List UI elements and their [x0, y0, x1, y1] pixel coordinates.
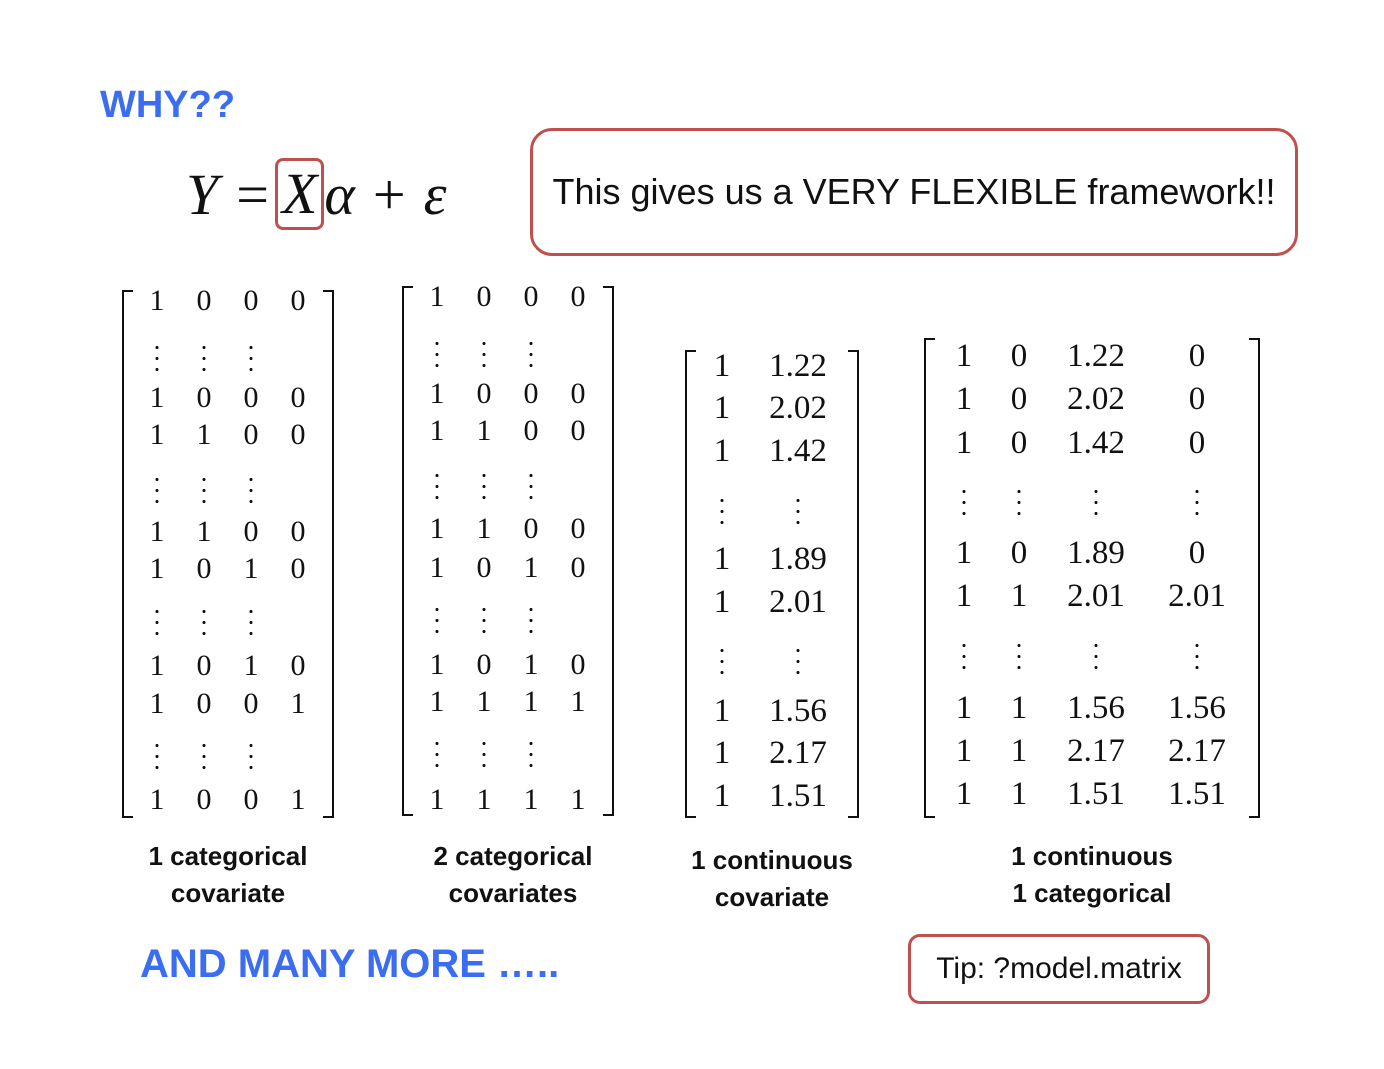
matrix-cell: 0 — [290, 284, 306, 317]
matrix-cell: 1 — [1010, 776, 1028, 812]
model-matrix-tip: Tip: ?model.matrix — [908, 934, 1210, 1004]
ellipsis-dots — [156, 474, 159, 507]
caption-line: 1 continuous — [691, 845, 853, 875]
matrix-cell: 0 — [290, 515, 306, 548]
matrix-cell: 1.89 — [769, 541, 827, 577]
ellipsis-dots — [530, 604, 533, 637]
matrix-cell: 1 — [429, 280, 445, 313]
matrix-cell: 2.01 — [769, 584, 827, 620]
ellipsis-dots — [530, 738, 533, 771]
ellipsis-dots — [1018, 640, 1021, 673]
matrix-cell: 0 — [196, 552, 212, 585]
ellipsis-dots — [156, 740, 159, 773]
matrix-cell: 1 — [149, 687, 165, 720]
matrix-cell: 0 — [1010, 381, 1028, 417]
matrix-cell: 2.02 — [769, 390, 827, 426]
design-matrix-3 — [685, 350, 859, 818]
caption-line: covariate — [170, 878, 286, 908]
ellipsis-dots — [1095, 640, 1098, 673]
matrix-cell: 1 — [523, 783, 539, 816]
matrix-cell: 1 — [570, 783, 586, 816]
matrix-caption-2 — [400, 838, 626, 912]
matrix-cell: 1.89 — [1067, 535, 1125, 571]
ellipsis-dots — [797, 495, 800, 528]
ellipsis-dots — [963, 486, 966, 519]
equation-equals: = — [236, 161, 269, 227]
matrix-cell: 1 — [713, 693, 731, 729]
equation-epsilon: ε — [423, 161, 447, 227]
matrix-cell: 0 — [196, 284, 212, 317]
ellipsis-dots — [250, 342, 253, 375]
matrix-cell: 1 — [1010, 690, 1028, 726]
equation-y: Y — [186, 161, 219, 227]
matrix-cell: 1 — [523, 648, 539, 681]
equation-alpha: α — [324, 161, 355, 227]
matrix-cell: 1 — [429, 377, 445, 410]
matrix-cell: 0 — [196, 687, 212, 720]
matrix-cell: 1 — [429, 512, 445, 545]
matrix-cell: 0 — [523, 377, 539, 410]
matrix-cell: 0 — [290, 649, 306, 682]
matrix-cell: 0 — [243, 687, 259, 720]
matrix-cell: 0 — [570, 414, 586, 447]
ellipsis-dots — [1196, 486, 1199, 519]
matrix-cell: 1 — [149, 515, 165, 548]
caption-line: 2 categorical — [433, 841, 593, 871]
matrix-cell: 1 — [149, 783, 165, 816]
equation-x-highlight — [275, 158, 324, 230]
equation-x: X — [281, 161, 318, 226]
many-more-text: AND MANY MORE ….. — [140, 942, 560, 986]
matrix-cell: 0 — [1010, 535, 1028, 571]
ellipsis-dots — [436, 338, 439, 371]
matrix-cell: 1 — [955, 690, 973, 726]
ellipsis-dots — [1196, 640, 1199, 673]
matrix-cell: 1 — [523, 685, 539, 718]
slide-title: WHY?? — [100, 84, 236, 126]
matrix-cell: 1 — [149, 418, 165, 451]
matrix-cell: 0 — [476, 648, 492, 681]
matrix-cell: 1.56 — [1168, 690, 1226, 726]
matrix-cell: 1 — [476, 512, 492, 545]
matrix-cell: 0 — [243, 515, 259, 548]
ellipsis-dots — [483, 604, 486, 637]
caption-line: covariates — [448, 878, 578, 908]
ellipsis-dots — [797, 645, 800, 678]
matrix-caption-1 — [118, 838, 338, 912]
matrix-cell: 0 — [290, 418, 306, 451]
ellipsis-dots — [203, 740, 206, 773]
matrix-cell: 1.51 — [1067, 776, 1125, 812]
matrix-cell: 1 — [955, 425, 973, 461]
matrix-cell: 1 — [713, 348, 731, 384]
matrix-cell: 1 — [713, 584, 731, 620]
matrix-cell: 1 — [955, 535, 973, 571]
matrix-cell: 1 — [1010, 733, 1028, 769]
matrix-cell: 2.02 — [1067, 381, 1125, 417]
matrix-cell: 0 — [243, 381, 259, 414]
ellipsis-dots — [483, 738, 486, 771]
matrix-cell: 1 — [196, 515, 212, 548]
matrix-cell: 1 — [713, 541, 731, 577]
matrix-cell: 1 — [149, 649, 165, 682]
ellipsis-dots — [721, 495, 724, 528]
matrix-cell: 1 — [429, 648, 445, 681]
matrix-cell: 1 — [196, 418, 212, 451]
matrix-cell: 0 — [523, 414, 539, 447]
matrix-cell: 2.01 — [1168, 578, 1226, 614]
matrix-cell: 0 — [570, 551, 586, 584]
matrix-cell: 0 — [1010, 338, 1028, 374]
matrix-cell: 0 — [570, 280, 586, 313]
matrix-cell: 1 — [429, 414, 445, 447]
matrix-cell: 1.22 — [1067, 338, 1125, 374]
matrix-cell: 1 — [476, 685, 492, 718]
matrix-cell: 0 — [476, 280, 492, 313]
matrix-cell: 1 — [955, 733, 973, 769]
matrix-cell: 1.42 — [769, 433, 827, 469]
equation-plus: + — [372, 161, 406, 227]
matrix-cell: 0 — [290, 381, 306, 414]
matrix-cell: 0 — [570, 377, 586, 410]
ellipsis-dots — [721, 645, 724, 678]
matrix-cell: 0 — [196, 381, 212, 414]
ellipsis-dots — [203, 342, 206, 375]
matrix-cell: 1 — [713, 778, 731, 814]
matrix-cell: 0 — [196, 649, 212, 682]
matrix-cell: 0 — [1188, 535, 1206, 571]
matrix-cell: 0 — [570, 512, 586, 545]
matrix-cell: 2.17 — [1168, 733, 1226, 769]
matrix-cell: 1 — [955, 338, 973, 374]
caption-line: covariate — [714, 882, 830, 912]
matrix-cell: 0 — [1188, 338, 1206, 374]
matrix-cell: 0 — [243, 418, 259, 451]
matrix-cell: 1 — [523, 551, 539, 584]
matrix-cell: 1 — [570, 685, 586, 718]
matrix-cell: 1 — [149, 284, 165, 317]
matrix-cell: 0 — [196, 783, 212, 816]
ellipsis-dots — [483, 338, 486, 371]
matrix-cell: 0 — [1010, 425, 1028, 461]
matrix-cell: 1 — [713, 390, 731, 426]
matrix-cell: 0 — [243, 783, 259, 816]
matrix-cell: 1.56 — [769, 693, 827, 729]
matrix-cell: 1 — [149, 381, 165, 414]
matrix-cell: 0 — [523, 512, 539, 545]
ellipsis-dots — [250, 606, 253, 639]
caption-line: 1 categorical — [1012, 878, 1172, 908]
ellipsis-dots — [203, 474, 206, 507]
model-equation — [186, 154, 446, 234]
matrix-cell: 2.01 — [1067, 578, 1125, 614]
matrix-cell: 1 — [713, 735, 731, 771]
matrix-cell: 1 — [476, 414, 492, 447]
caption-line: 1 categorical — [148, 841, 308, 871]
design-matrix-4 — [924, 338, 1260, 818]
matrix-cell: 1.56 — [1067, 690, 1125, 726]
matrix-cell: 2.17 — [769, 735, 827, 771]
matrix-cell: 0 — [476, 377, 492, 410]
matrix-cell: 1 — [713, 433, 731, 469]
matrix-caption-3 — [672, 842, 872, 916]
matrix-cell: 1 — [476, 783, 492, 816]
ellipsis-dots — [250, 740, 253, 773]
matrix-cell: 1.51 — [1168, 776, 1226, 812]
matrix-cell: 1 — [955, 381, 973, 417]
matrix-cell: 1 — [290, 687, 306, 720]
matrix-cell: 1.22 — [769, 348, 827, 384]
ellipsis-dots — [203, 606, 206, 639]
ellipsis-dots — [963, 640, 966, 673]
matrix-cell: 1 — [429, 685, 445, 718]
ellipsis-dots — [436, 738, 439, 771]
matrix-cell: 1 — [243, 552, 259, 585]
matrix-caption-4 — [982, 838, 1202, 912]
matrix-cell: 0 — [570, 648, 586, 681]
matrix-cell: 1 — [1010, 578, 1028, 614]
matrix-cell: 1 — [429, 551, 445, 584]
matrix-cell: 0 — [290, 552, 306, 585]
matrix-cell: 0 — [1188, 381, 1206, 417]
caption-line: 1 continuous — [1011, 841, 1173, 871]
matrix-cell: 1 — [290, 783, 306, 816]
ellipsis-dots — [530, 338, 533, 371]
matrix-cell: 1 — [955, 776, 973, 812]
matrix-cell: 2.17 — [1067, 733, 1125, 769]
matrix-cell: 1.51 — [769, 778, 827, 814]
matrix-cell: 0 — [523, 280, 539, 313]
matrix-cell: 0 — [476, 551, 492, 584]
matrix-cell: 0 — [1188, 425, 1206, 461]
ellipsis-dots — [156, 606, 159, 639]
matrix-cell: 1.42 — [1067, 425, 1125, 461]
ellipsis-dots — [436, 470, 439, 503]
matrix-cell: 0 — [243, 284, 259, 317]
matrix-cell: 1 — [955, 578, 973, 614]
ellipsis-dots — [250, 474, 253, 507]
ellipsis-dots — [156, 342, 159, 375]
ellipsis-dots — [483, 470, 486, 503]
ellipsis-dots — [1018, 486, 1021, 519]
matrix-cell: 1 — [149, 552, 165, 585]
ellipsis-dots — [1095, 486, 1098, 519]
ellipsis-dots — [436, 604, 439, 637]
design-matrix-2 — [402, 280, 614, 816]
ellipsis-dots — [530, 470, 533, 503]
matrix-cell: 1 — [243, 649, 259, 682]
matrix-cell: 1 — [429, 783, 445, 816]
flexible-framework-callout: This gives us a VERY FLEXIBLE framework!! — [530, 128, 1298, 256]
design-matrix-1 — [122, 284, 334, 818]
